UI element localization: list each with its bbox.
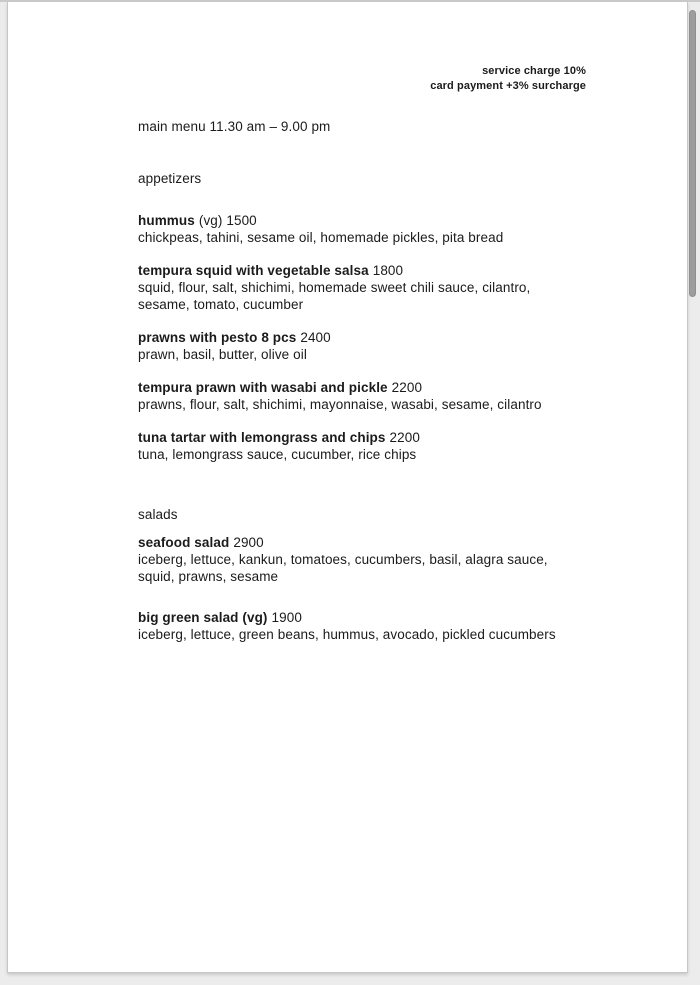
item-name: tuna tartar with lemongrass and chips [138,430,386,445]
item-header [138,329,556,346]
item-price: 2900 [233,535,264,550]
scrollbar-thumb[interactable] [689,10,696,297]
item-description: iceberg, lettuce, kankun, tomatoes, cucumbers, basil, alagra sauce, [138,552,548,567]
menu-page [7,2,688,973]
menu-item-tuna-tartar [138,429,556,463]
section-heading-appetizers: appetizers [138,171,202,186]
menu-item-tempura-squid [138,262,556,313]
item-name: tempura prawn with wasabi and pickle [138,380,388,395]
item-price: 2200 [389,430,420,445]
item-name: hummus [138,213,195,228]
section-heading-salads: salads [138,507,178,522]
menu-item-big-green-salad [138,609,556,643]
viewer-top-border [0,0,700,2]
item-description: sesame, tomato, cucumber [138,297,304,312]
item-description: tuna, lemongrass sauce, cucumber, rice chips [138,447,417,462]
item-description: chickpeas, tahini, sesame oil, homemade pickles, pita bread [138,230,504,245]
item-price: 1800 [372,263,404,278]
item-description: prawn, basil, butter, olive oil [138,347,307,362]
menu-item-hummus [138,212,556,246]
service-charge-notice: service charge 10% [482,65,586,77]
item-header [138,534,556,551]
item-header [138,379,556,396]
item-name: seafood salad [138,535,230,550]
card-payment-notice: card payment +3% surcharge [430,80,586,92]
item-header [138,262,556,279]
item-price: (vg) 1500 [198,213,257,228]
menu-item-tempura-prawn [138,379,556,413]
menu-item-prawns-pesto [138,329,556,363]
item-name: big green salad (vg) [138,610,268,625]
menu-title: main menu 11.30 am – 9.00 pm [138,119,331,134]
item-name: prawns with pesto 8 pcs [138,330,297,345]
item-price: 2400 [300,330,331,345]
item-price: 1900 [271,610,302,625]
item-description: squid, prawns, sesame [138,569,279,584]
item-description: prawns, flour, salt, shichimi, mayonnaise, wasabi, sesame, cilantro [138,397,542,412]
menu-content [8,2,616,643]
item-header [138,609,556,626]
menu-item-seafood-salad [138,534,556,585]
item-header [138,212,556,229]
item-header [138,429,556,446]
item-description: squid, flour, salt, shichimi, homemade sweet chili sauce, cilantro, [138,280,531,295]
item-price: 2200 [391,380,423,395]
item-name: tempura squid with vegetable salsa [138,263,369,278]
item-description: iceberg, lettuce, green beans, hummus, avocado, pickled cucumbers [138,627,556,642]
